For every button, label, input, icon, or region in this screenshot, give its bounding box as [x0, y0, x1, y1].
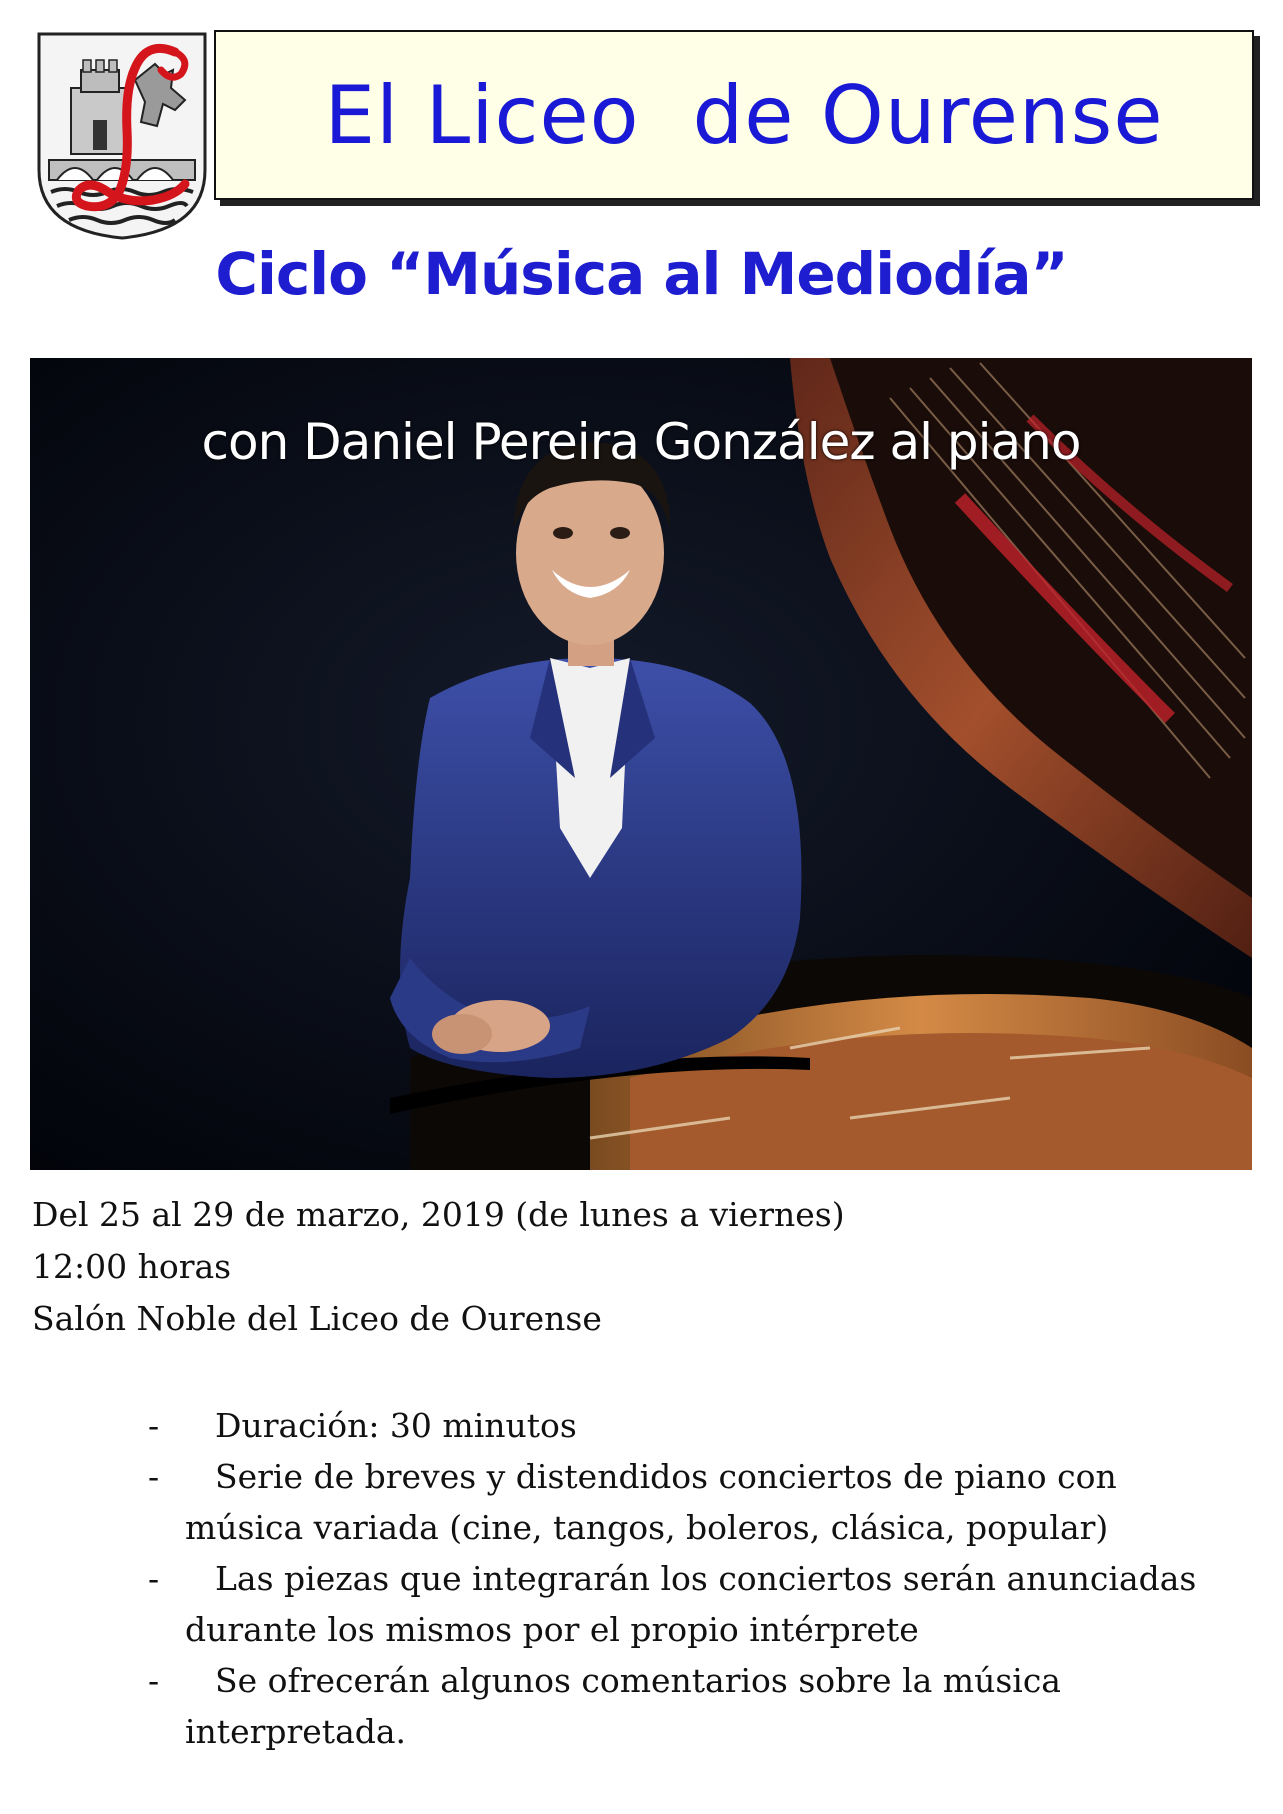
- cycle-subtitle: Ciclo “Música al Mediodía”: [215, 240, 1068, 308]
- event-venue: Salón Noble del Liceo de Ourense: [32, 1299, 602, 1338]
- list-item: [0, 1655, 1283, 1757]
- list-dash: -: [148, 1457, 160, 1496]
- list-item-text: Duración: 30 minutos: [215, 1406, 577, 1445]
- pianist-photo-illustration: [30, 358, 1252, 1170]
- list-item: [0, 1553, 1283, 1655]
- page-title: El Liceo de Ourense: [324, 68, 1164, 162]
- pianist-photo: [30, 358, 1252, 1170]
- photo-caption: con Daniel Pereira González al piano: [201, 413, 1081, 471]
- event-time: 12:00 horas: [32, 1247, 232, 1286]
- list-dash: -: [148, 1559, 160, 1598]
- list-item-text: Serie de breves y distendidos conciertos de piano con música variada (cine, tangos, boleros, clásica, popular): [185, 1457, 1117, 1547]
- list-item: [0, 1451, 1283, 1553]
- coat-of-arms-logo: [35, 30, 209, 242]
- list-item-text: Las piezas que integrarán los conciertos serán anunciadas durante los mismos por el propio intérprete: [185, 1559, 1197, 1649]
- list-item-text: Se ofrecerán algunos comentarios sobre la música interpretada.: [185, 1661, 1061, 1751]
- title-banner: [214, 30, 1254, 200]
- list-item: [0, 1400, 1283, 1451]
- event-dates: Del 25 al 29 de marzo, 2019 (de lunes a viernes): [32, 1195, 845, 1234]
- list-dash: -: [148, 1406, 160, 1445]
- list-dash: -: [148, 1661, 160, 1700]
- details-list: [0, 1400, 1283, 1757]
